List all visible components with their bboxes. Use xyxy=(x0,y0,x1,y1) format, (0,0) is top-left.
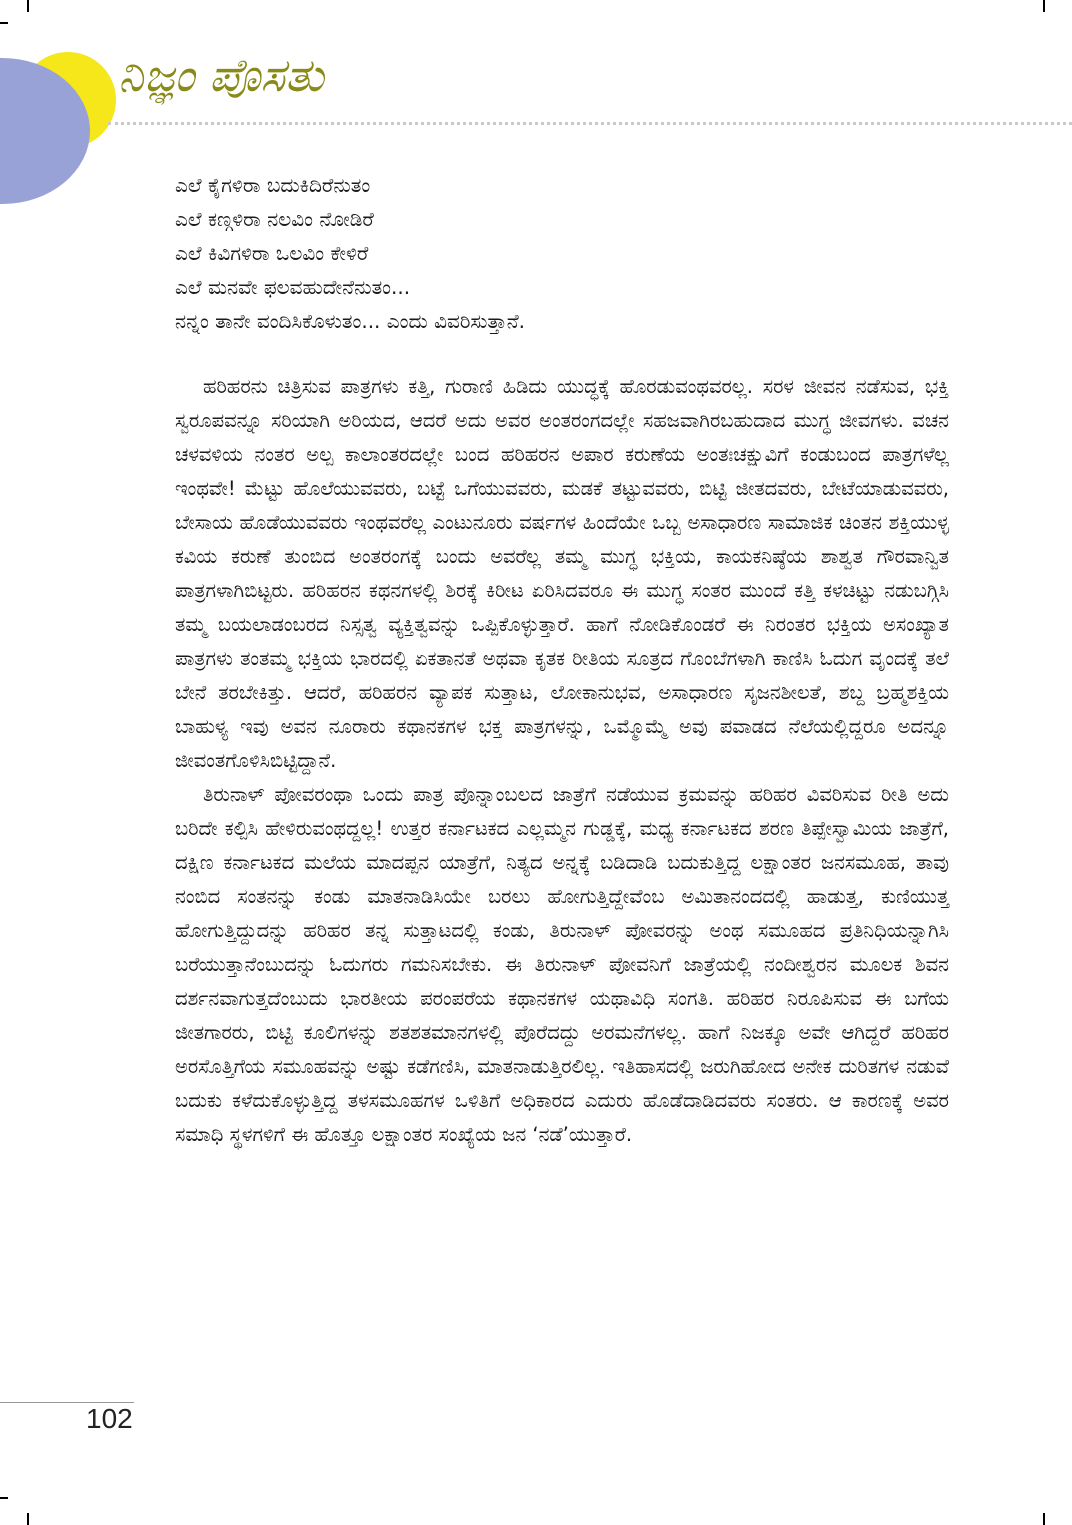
crop-mark xyxy=(27,0,29,12)
verse-line: ಎಲೆ ಕೈಗಳಿರಾ ಬದುಕಿದಿರೆನುತಂ xyxy=(175,173,371,197)
crop-mark xyxy=(27,1513,29,1525)
section-title: ನಿಜ್ಞಂ ಪೊಸತು xyxy=(118,48,324,102)
paragraph: ಹರಿಹರನು ಚಿತ್ರಿಸುವ ಪಾತ್ರಗಳು ಕತ್ತಿ, ಗುರಾಣಿ ಹಿಡಿದು ಯುದ್ಧಕ್ಕೆ ಹೊರಡುವಂಥವರಲ್ಲ. ಸರಳ ಜೀವನ ನಡೆಸುವ, ಭಕ್ತಿ ಸ್ವರೂಪವನ್ನೂ ಸರಿಯಾಗಿ ಅರಿಯದ, ಆದರೆ ಅದು ಅವರ ಅಂತರಂಗದಲ್ಲೇ ಸಹಜವಾಗಿರಬಹುದಾದ ಮುಗ್ಧ ಜೀವಗಳು. ವಚನ ಚಳವಳಿಯ ನಂತರ ಅಲ್ಪ ಕಾಲಾಂತರದಲ್ಲೇ ಬಂದ ಹರಿಹರನ ಅಪಾರ ಕರುಣೆಯ ಅಂತಃಚಕ್ಷುವಿಗೆ ಕಂಡುಬಂದ ಪಾತ್ರಗಳೆಲ್ಲ ಇಂಥವೇ! ಮೆಟ್ಟು ಹೊಲೆಯುವವರು, ಬಟ್ಟೆ ಒಗೆಯುವವರು, ಮಡಕೆ ತಟ್ಟುವವರು, ಬಿಟ್ಟಿ ಜೀತದವರು, ಬೇಟೆಯಾಡುವವರು, ಬೇಸಾಯ ಹೊಡೆಯುವವರು ಇಂಥವರೆಲ್ಲ ಎಂಟುನೂರು ವರ್ಷಗಳ ಹಿಂದೆಯೇ ಒಬ್ಬ ಅಸಾಧಾರಣ ಸಾಮಾಜಿಕ ಚಿಂತನ ಶಕ್ತಿಯುಳ್ಳ ಕವಿಯ ಕರುಣೆ ತುಂಬಿದ ಅಂತರಂಗಕ್ಕೆ ಬಂದು ಅವರೆಲ್ಲ ತಮ್ಮ ಮುಗ್ಧ ಭಕ್ತಿಯ, ಕಾಯಕನಿಷ್ಠೆಯ ಶಾಶ್ವತ ಗೌರವಾನ್ವಿತ ಪಾತ್ರಗಳಾಗಿಬಿಟ್ಟರು. ಹರಿಹರನ ಕಥನಗಳಲ್ಲಿ ಶಿರಕ್ಕೆ ಕಿರೀಟ ಏರಿಸಿದವರೂ ಈ ಮುಗ್ಧ ಸಂತರ ಮುಂದೆ ಕತ್ತಿ ಕಳಚಿಟ್ಟು ನಡುಬಗ್ಗಿಸಿ ತಮ್ಮ ಬಯಲಾಡಂಬರದ ನಿಸ್ಸತ್ವ ವ್ಯಕ್ತಿತ್ವವನ್ನು ಒಪ್ಪಿಕೊಳ್ಳುತ್ತಾರೆ. ಹಾಗೆ ನೋಡಿಕೊಂಡರೆ ಈ ನಿರಂತರ ಭಕ್ತಿಯ ಅಸಂಖ್ಯಾತ ಪಾತ್ರಗಳು ತಂತಮ್ಮ ಭಕ್ತಿಯ ಭಾರದಲ್ಲಿ ಏಕತಾನತೆ ಅಥವಾ ಕೃತಕ ರೀತಿಯ ಸೂತ್ರದ ಗೊಂಬೆಗಳಾಗಿ ಕಾಣಿಸಿ ಓದುಗ ವೃಂದಕ್ಕೆ ತಲೆ ಬೇನೆ ತರಬೇಕಿತ್ತು. ಆದರೆ, ಹರಿಹರನ ವ್ಯಾಪಕ ಸುತ್ತಾಟ, ಲೋಕಾನುಭವ, ಅಸಾಧಾರಣ ಸೃಜನಶೀಲತೆ, ಶಬ್ದ ಬ್ರಹ್ಮಶಕ್ತಿಯ ಬಾಹುಳ್ಯ ಇವು ಅವನ ನೂರಾರು ಕಥಾನಕಗಳ ಭಕ್ತ ಪಾತ್ರಗಳನ್ನು, ಒಮ್ಮೊಮ್ಮೆ ಅವು ಪವಾಡದ ನೆಲೆಯಲ್ಲಿದ್ದರೂ ಅದನ್ನೂ ಜೀವಂತಗೊಳಿಸಿಬಿಟ್ಟಿದ್ದಾನೆ. xyxy=(175,375,949,772)
paragraph: ತಿರುನಾಳ್ ಪೋವರಂಥಾ ಒಂದು ಪಾತ್ರ ಪೊನ್ನಾಂಬಲದ ಜಾತ್ರೆಗೆ ನಡೆಯುವ ಕ್ರಮವನ್ನು ಹರಿಹರ ವಿವರಿಸುವ ರೀತಿ ಅದು ಬರಿದೇ ಕಲ್ಪಿಸಿ ಹೇಳಿರುವಂಥದ್ದಲ್ಲ! ಉತ್ತರ ಕರ್ನಾಟಕದ ಎಲ್ಲಮ್ಮನ ಗುಡ್ಡಕ್ಕೆ, ಮಧ್ಯ ಕರ್ನಾಟಕದ ಶರಣ ತಿಪ್ಪೇಸ್ವಾಮಿಯ ಜಾತ್ರೆಗೆ, ದಕ್ಷಿಣ ಕರ್ನಾಟಕದ ಮಲೆಯ ಮಾದಪ್ಪನ ಯಾತ್ರೆಗೆ, ನಿತ್ಯದ ಅನ್ನಕ್ಕೆ ಬಡಿದಾಡಿ ಬದುಕುತ್ತಿದ್ದ ಲಕ್ಷಾಂತರ ಜನಸಮೂಹ, ತಾವು ನಂಬಿದ ಸಂತನನ್ನು ಕಂಡು ಮಾತನಾಡಿಸಿಯೇ ಬರಲು ಹೋಗುತ್ತಿದ್ದೇವೆಂಬ ಅಮಿತಾನಂದದಲ್ಲಿ ಹಾಡುತ್ತ, ಕುಣಿಯುತ್ತ ಹೋಗುತ್ತಿದ್ದುದನ್ನು ಹರಿಹರ ತನ್ನ ಸುತ್ತಾಟದಲ್ಲಿ ಕಂಡು, ತಿರುನಾಳ್ ಪೋವರನ್ನು ಅಂಥ ಸಮೂಹದ ಪ್ರತಿನಿಧಿಯನ್ನಾಗಿಸಿ ಬರೆಯುತ್ತಾನೆಂಬುದನ್ನು ಓದುಗರು ಗಮನಿಸಬೇಕು. ಈ ತಿರುನಾಳ್ ಪೋವನಿಗೆ ಜಾತ್ರೆಯಲ್ಲಿ ನಂದೀಶ್ವರನ ಮೂಲಕ ಶಿವನ ದರ್ಶನವಾಗುತ್ತದೆಂಬುದು ಭಾರತೀಯ ಪರಂಪರೆಯ ಕಥಾನಕಗಳ ಯಥಾವಿಧಿ ಸಂಗತಿ. ಹರಿಹರ ನಿರೂಪಿಸುವ ಈ ಬಗೆಯ ಜೀತಗಾರರು, ಬಿಟ್ಟಿ ಕೂಲಿಗಳನ್ನು ಶತಶತಮಾನಗಳಲ್ಲಿ ಪೊರೆದದ್ದು ಅರಮನೆಗಳಲ್ಲ. ಹಾಗೆ ನಿಜಕ್ಕೂ ಅವೇ ಆಗಿದ್ದರೆ ಹರಿಹರ ಅರಸೊತ್ತಿಗೆಯ ಸಮೂಹವನ್ನು ಅಷ್ಟು ಕಡೆಗಣಿಸಿ, ಮಾತನಾಡುತ್ತಿರಲಿಲ್ಲ. ಇತಿಹಾಸದಲ್ಲಿ ಜರುಗಿಹೋದ ಅನೇಕ ದುರಿತಗಳ ನಡುವೆ ಬದುಕು ಕಳೆದುಕೊಳ್ಳುತ್ತಿದ್ದ ತಳಸಮೂಹಗಳ ಒಳಿತಿಗೆ ಅಧಿಕಾರದ ಎದುರು ಹೊಡೆದಾಡಿದವರು ಸಂತರು. ಆ ಕಾರಣಕ್ಕೆ ಅವರ ಸಮಾಧಿ ಸ್ಥಳಗಳಿಗೆ ಈ ಹೊತ್ತೂ ಲಕ್ಷಾಂತರ ಸಂಖ್ಯೆಯ ಜನ ‘ನಡೆ’ಯುತ್ತಾರೆ. xyxy=(175,783,949,1146)
verse-line: ನನ್ನಂ ತಾನೇ ವಂದಿಸಿಕೊಳುತಂ... ಎಂದು ವಿವರಿಸುತ್ತಾನೆ. xyxy=(175,309,526,333)
crop-mark xyxy=(0,22,8,24)
body-text xyxy=(175,370,949,1152)
header-dotted-rule xyxy=(108,122,1072,125)
verse-line: ಎಲೆ ಕಿವಿಗಳಿರಾ ಒಲವಿಂ ಕೇಳಿರೆ xyxy=(175,241,369,265)
verse-line: ಎಲೆ ಕಣ್ಗಳಿರಾ ನಲವಿಂ ನೋಡಿರೆ xyxy=(175,207,374,231)
page-number: 102 xyxy=(86,1403,133,1434)
verse-block xyxy=(175,168,775,338)
crop-mark xyxy=(0,1497,8,1499)
crop-mark xyxy=(1043,1513,1045,1525)
verse-line: ಎಲೆ ಮನವೇ ಫಲವಹುದೇನೆನುತಂ... xyxy=(175,275,411,299)
crop-mark xyxy=(1043,0,1045,12)
